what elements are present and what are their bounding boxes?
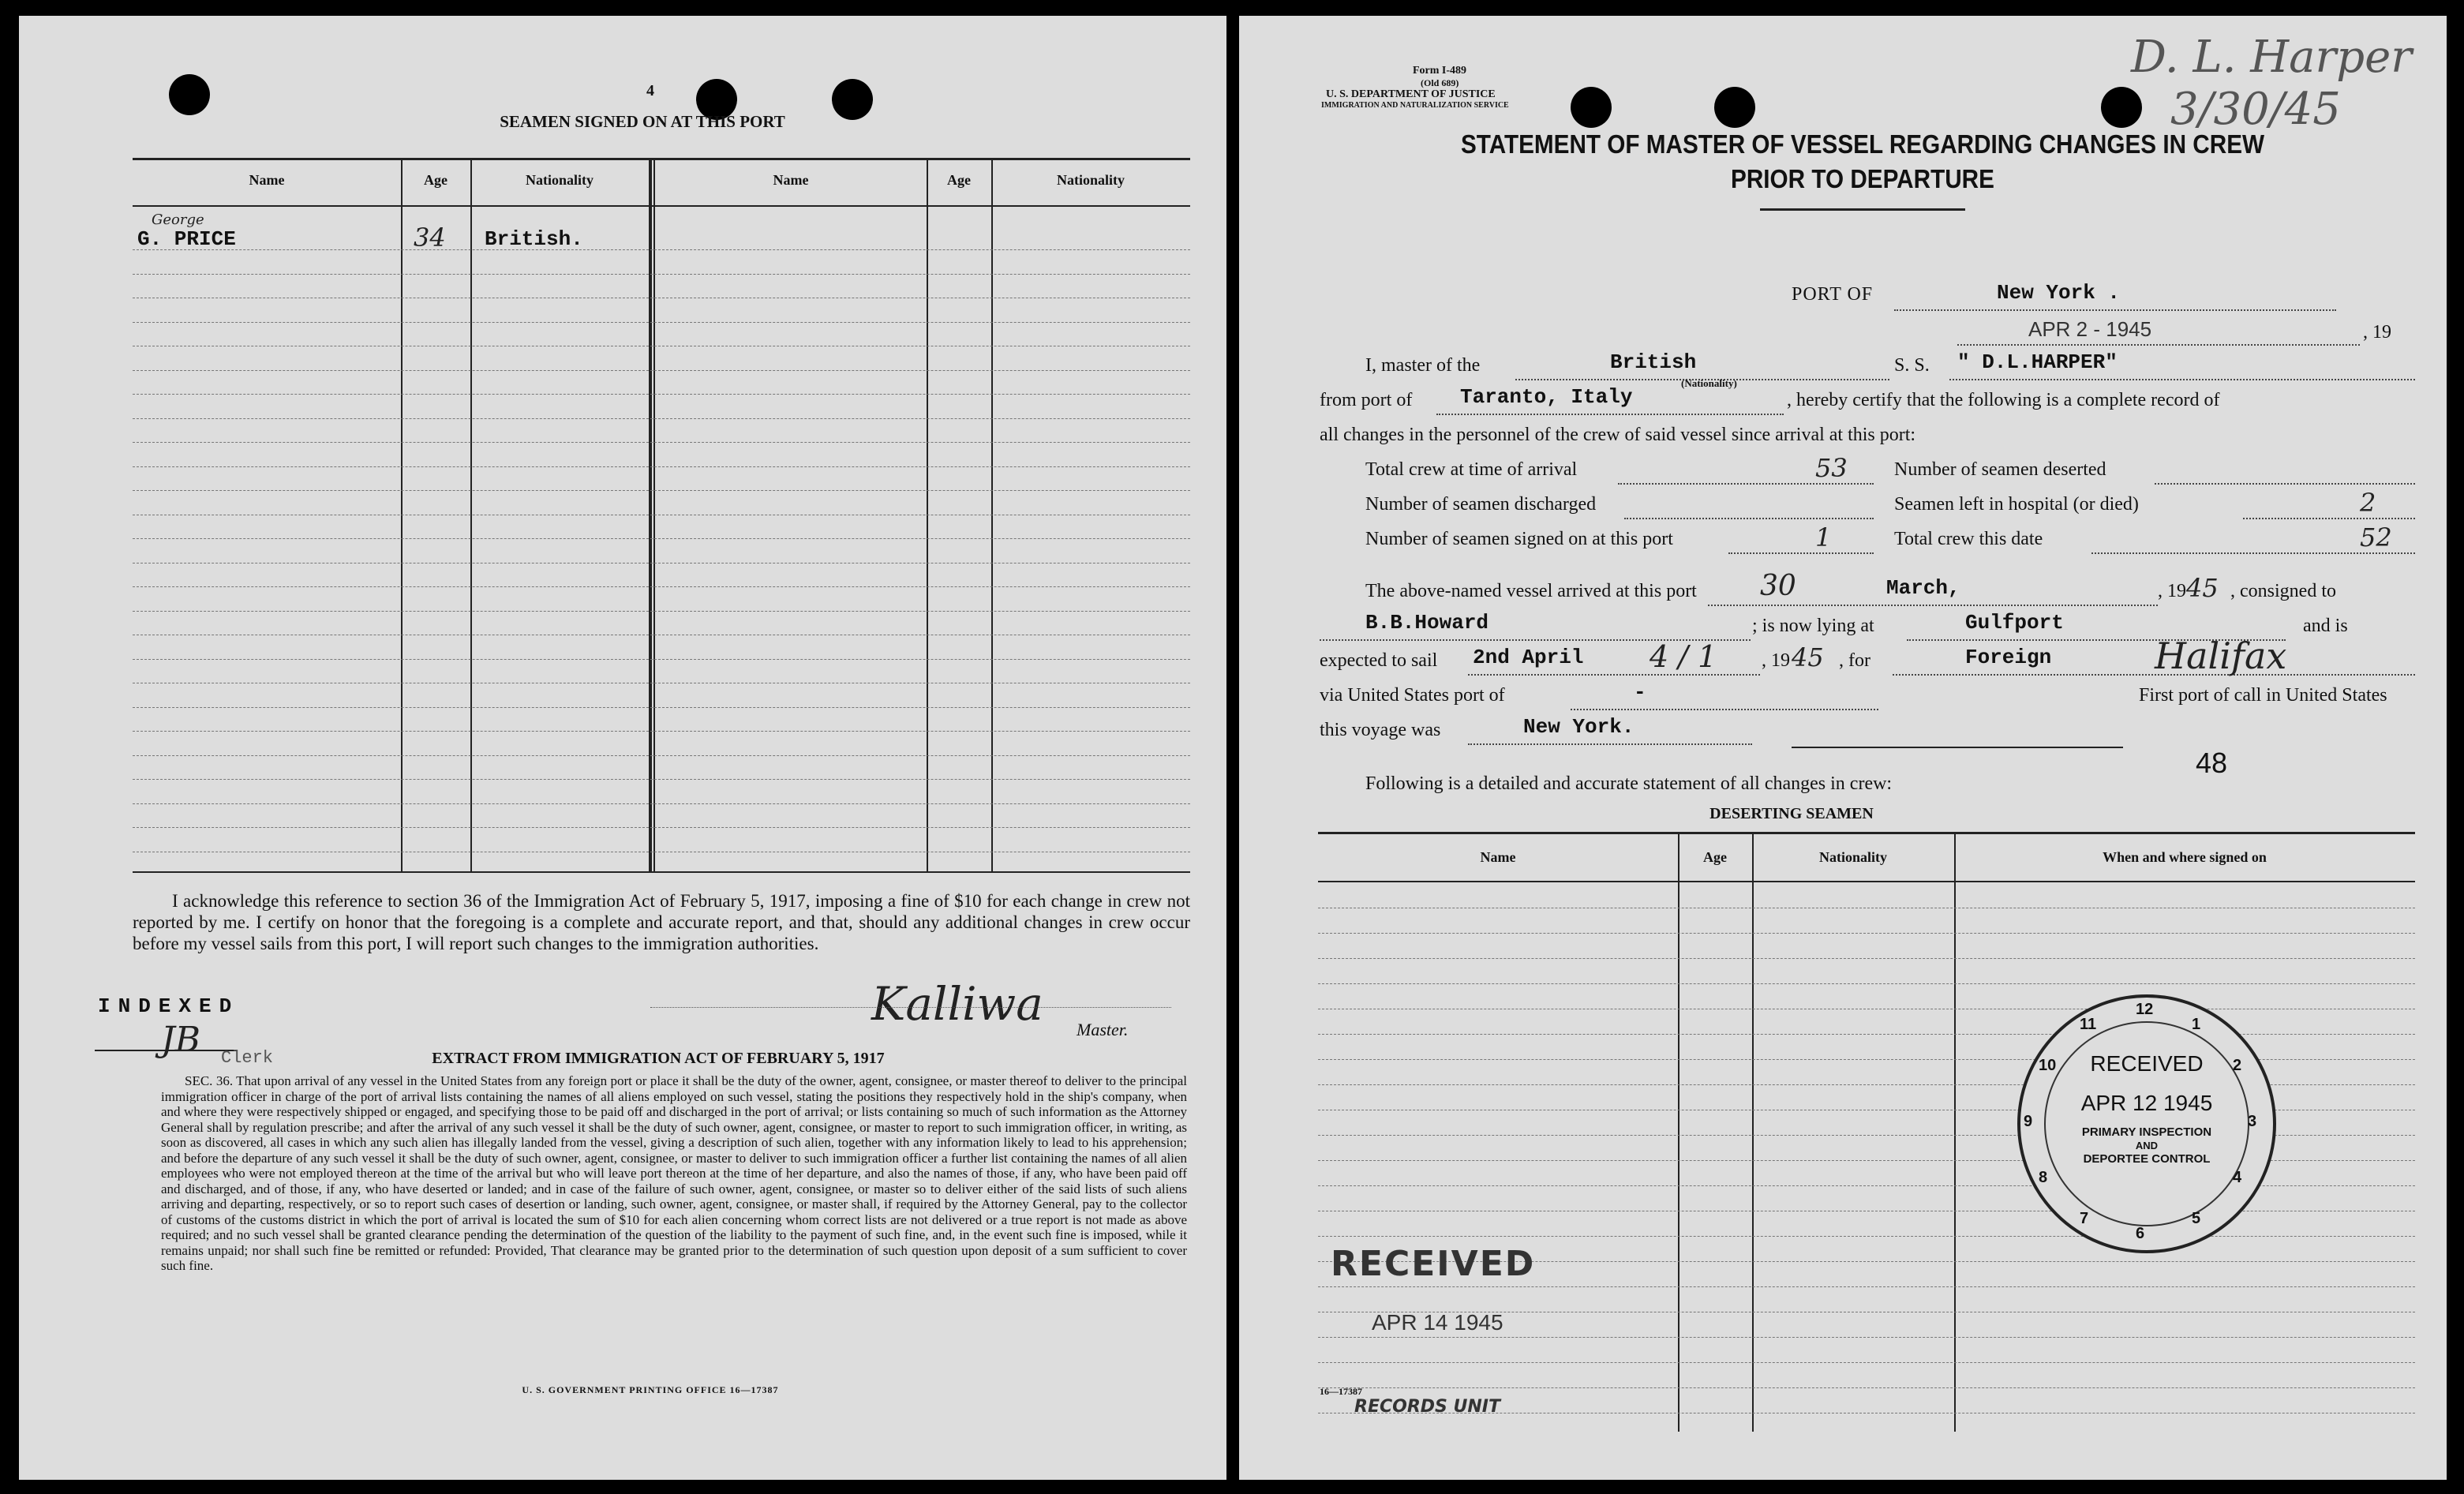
row-line (133, 779, 1190, 780)
row-line (133, 731, 1190, 732)
row-line (133, 418, 1190, 419)
clerk-line (95, 1050, 237, 1051)
following-text: Following is a detailed and accurate statement of all changes in crew: (1365, 773, 1893, 794)
deserting-col-age: Age (1703, 849, 1727, 865)
row-line (1318, 958, 2415, 959)
col-header-name-2: Name (773, 172, 809, 188)
row-line (133, 466, 1190, 467)
row-line (133, 659, 1190, 660)
form-number: Form I-489 (1413, 65, 1467, 77)
for-label: , for (1839, 650, 1870, 671)
vessel-name: " D.L.HARPER" (1957, 350, 2118, 374)
col-header-age: Age (424, 172, 447, 188)
row-line (133, 442, 1190, 443)
voyage-value: New York. (1523, 715, 1635, 739)
first-port-label: First port of call in United States (2139, 685, 2387, 706)
row-line (1318, 1286, 2415, 1287)
row-line (133, 538, 1190, 539)
arrived-month: March, (1886, 576, 1960, 600)
expected-handwritten: 4 / 1 (1650, 639, 1717, 674)
row-line (133, 322, 1190, 323)
deserting-col-divider (1678, 832, 1679, 1432)
expected-label: expected to sail (1320, 650, 1438, 671)
row-line (1318, 1034, 2415, 1035)
received-stamp-large: RECEIVED (1331, 1244, 1536, 1284)
form-title-line1: STATEMENT OF MASTER OF VESSEL REGARDING CHANGES IN CREW (1460, 129, 2265, 159)
table-header-rule (133, 205, 1190, 207)
changes-text: all changes in the personnel of the crew of said vessel since arrival at this port: (1320, 425, 1916, 445)
received-stamp-date: APR 14 1945 (1372, 1310, 1503, 1335)
row-nationality: British. (485, 227, 583, 251)
row-line (1318, 1236, 2415, 1237)
form-old-number: (Old 689) (1421, 77, 1459, 88)
port-value: New York . (1997, 281, 2121, 305)
clock-number: 4 (2232, 1169, 2242, 1186)
service: IMMIGRATION AND NATURALIZATION SERVICE (1321, 101, 1509, 110)
clock-number: 2 (2232, 1057, 2242, 1074)
printing-office-footer: U. S. GOVERNMENT PRINTING OFFICE 16—17387 (522, 1384, 779, 1395)
col-header-name: Name (249, 172, 285, 188)
stamp-date: APR 12 1945 (2080, 1091, 2213, 1115)
stamp-received-label: RECEIVED (2090, 1051, 2204, 1076)
lying-value: Gulfport (1965, 611, 2064, 635)
right-page (1239, 16, 2447, 1480)
clerk-label: Clerk (221, 1048, 274, 1068)
row-line (133, 370, 1190, 371)
hospital-label: Seamen left in hospital (or died) (1894, 494, 2139, 515)
master-line (650, 1007, 1171, 1008)
clock-number: 8 (2039, 1169, 2048, 1186)
date-field (1957, 320, 2360, 346)
deserting-table-header-rule (1318, 881, 2415, 882)
date-stamp: APR 2 - 1945 (2028, 317, 2152, 341)
stamp-line1: PRIMARY INSPECTION (2081, 1125, 2212, 1139)
row-line (1318, 933, 2415, 934)
for-value: Foreign (1965, 646, 2052, 669)
arrived-year-prefix: , 19 (2158, 581, 2186, 601)
ss-label: S. S. (1894, 355, 1930, 376)
row-line (133, 563, 1190, 564)
row-line (133, 394, 1190, 395)
expected-value: 2nd April (1473, 646, 1584, 669)
row-line (1318, 1362, 2415, 1363)
received-clock-stamp (2017, 994, 2276, 1253)
consigned-label: , consigned to (2230, 581, 2336, 601)
col-header-nationality-2: Nationality (1056, 172, 1125, 188)
page-count: 48 (2196, 747, 2228, 779)
arrived-label: The above-named vessel arrived at this port (1365, 581, 1697, 601)
row-age: 34 (414, 223, 446, 253)
row-line (133, 827, 1190, 828)
row-line (133, 586, 1190, 587)
total-arrival-label: Total crew at time of arrival (1365, 459, 1578, 480)
master-signature: Kalliwa (871, 977, 1043, 1031)
from-port-label: from port of (1320, 390, 1413, 410)
table-top-rule (133, 158, 1190, 160)
row-line (1318, 983, 2415, 984)
clock-number: 3 (2248, 1113, 2257, 1130)
left-page (19, 16, 1226, 1480)
for-handwritten: Halifax (2155, 635, 2287, 677)
deserting-col-nationality: Nationality (1818, 849, 1887, 865)
clock-number: 6 (2136, 1225, 2145, 1242)
total-arrival-value: 53 (1815, 453, 1848, 483)
arrived-year: 45 (2186, 573, 2219, 603)
clock-number: 5 (2192, 1209, 2201, 1227)
arrived-day: 30 (1760, 570, 1796, 602)
deserting-col-signed-on: When and where signed on (2103, 849, 2267, 865)
clock-number: 1 (2192, 1016, 2201, 1034)
and-is-text: and is (2303, 616, 2348, 636)
punch-hole (2101, 87, 2142, 128)
expected-year: 45 (1792, 642, 1824, 672)
hospital-field (2243, 496, 2415, 519)
deserted-field (2155, 461, 2415, 485)
deserting-col-divider (1954, 832, 1956, 1432)
total-today-value: 52 (2360, 522, 2392, 552)
signed-on-label: Number of seamen signed on at this port (1365, 529, 1673, 549)
expected-year-prefix: , 19 (1762, 650, 1790, 671)
row-line (133, 490, 1190, 491)
row-line (1318, 1387, 2415, 1388)
col-header-nationality: Nationality (525, 172, 594, 188)
row-line (133, 707, 1190, 708)
row-name: G. PRICE (137, 227, 236, 251)
row-line (133, 249, 1190, 250)
extract-text: SEC. 36. That upon arrival of any vessel in the United States from any foreign port or place it shall be the duty of the owner, agent, consignee, or master thereof to deliver to the principal immigration officer in charge of the port of arrival lists containing the names of all aliens employed on such vessel, stating the positions they respectively hold in the ship's company, when and where they were respectively shipped or engaged, and specifying those to be paid off and discharged in the port of arrival; or lists containing so much of such information as the Attorney General shall by regulation prescribe; and after the arrival of any such vessel it shall be the duty of such owner, agent, consignee, or master to report to such immigration officer, in writing, as soon as discovered, all cases in which any such alien has illegally landed from the vessel, giving a description of such alien, together with any information likely to lead to his apprehension; and before the departure of any such vessel it shall be the duty of such owner, agent, consignee, or master to deliver to such immigration officer a further list containing the names of all alien employees who were not employed thereon at the time of the arrival but who will leave port thereon at the time of her departure, and also the names of those, if any, who have been paid off and discharged, and of those, if any, who have deserted or landed; and in case of the failure of such owner, agent, consignee, or master so to deliver either of the said lists of such aliens arriving and departing, respectively, or so to report such cases of desertion or landing, such owner, agent, consignee, or master shall, if required by the Attorney General, pay to the collector of customs of the customs district in which the port of arrival is located the sum of $10 for each alien concerning whom correct lists are not delivered or a true report is not made as above required; and no such vessel shall be granted clearance pending the determination of the question of the liability to the payment of such fine, and, in the event such fine is imposed, while it remains unpaid; nor shall such fine be remitted or refunded: Provided, That clearance may be granted prior to the determination of such question upon deposit of a sum sufficient to cover such fine. (161, 1073, 1187, 1273)
total-today-label: Total crew this date (1894, 529, 2043, 549)
hospital-value: 2 (2360, 488, 2376, 518)
lying-label: ; is now lying at (1752, 616, 1874, 636)
punch-hole (1571, 87, 1612, 128)
records-unit-stamp: RECORDS UNIT (1354, 1397, 1500, 1417)
department: U. S. DEPARTMENT OF JUSTICE (1326, 88, 1496, 100)
punch-hole (169, 74, 210, 115)
deserted-label: Number of seamen deserted (1894, 459, 2106, 480)
deserting-col-divider (1752, 832, 1754, 1432)
col-header-age-2: Age (947, 172, 971, 188)
row-line (133, 755, 1190, 756)
clock-number: 7 (2080, 1209, 2089, 1227)
master-label: Master. (1077, 1020, 1129, 1039)
nationality-caption: (Nationality) (1681, 377, 1737, 389)
indexed-stamp: INDEXED (98, 994, 240, 1018)
punch-hole (1714, 87, 1755, 128)
via-label: via United States port of (1320, 685, 1505, 706)
table-bottom-rule (133, 871, 1190, 873)
signed-on-value: 1 (1815, 522, 1832, 552)
stamp-line3: DEPORTEE CONTROL (2083, 1152, 2211, 1166)
handwritten-vessel-name: D. L. Harper (2131, 32, 2413, 83)
voyage-label: this voyage was (1320, 720, 1441, 740)
discharged-label: Number of seamen discharged (1365, 494, 1597, 515)
port-label: PORT OF (1792, 284, 1874, 305)
form-footer-code: 16—17387 (1320, 1386, 1362, 1397)
certify-text: , hereby certify that the following is a complete record of (1787, 390, 2220, 410)
via-value: - (1634, 680, 1646, 704)
form-title-line2: PRIOR TO DEPARTURE (1731, 164, 1994, 193)
date-suffix: , 19 (2363, 322, 2391, 343)
nationality-value: British (1610, 350, 1697, 374)
voyage-rule (1792, 747, 2123, 748)
deserting-title: DESERTING SEAMEN (1709, 805, 1874, 822)
discharged-field (1624, 496, 1874, 519)
consignee: B.B.Howard (1365, 611, 1489, 635)
clock-number: 11 (2080, 1016, 2097, 1034)
row-line (1318, 1337, 2415, 1338)
clock-number: 12 (2136, 1001, 2154, 1018)
stamp-line2: AND (2135, 1140, 2159, 1151)
handwritten-date: 3/30/45 (2170, 84, 2341, 135)
title-underline (1760, 208, 1965, 211)
clock-number: 9 (2024, 1113, 2033, 1130)
signed-on-field (1728, 530, 1874, 554)
row-name-note: George (152, 212, 204, 228)
section-title: SEAMEN SIGNED ON AT THIS PORT (500, 112, 785, 131)
via-field (1571, 687, 1878, 710)
clerk-initials: JB (161, 1020, 200, 1060)
deserting-col-name: Name (1480, 849, 1516, 865)
clock-number: 10 (2039, 1057, 2057, 1074)
deserting-table-top (1318, 832, 2415, 834)
acknowledgement-text: I acknowledge this reference to section 36 of the Immigration Act of February 5, 1917, imposing a fine of $10 for each change in crew not reported by me. I certify on honor that the foregoing is a complete and accurate report, and that, should any additional changes in crew occur before my vessel sails from this port, I will report such changes to the immigration authorities. (133, 891, 1190, 953)
page-number: 4 (646, 82, 654, 99)
row-line (133, 274, 1190, 275)
from-port-value: Taranto, Italy (1460, 385, 1633, 409)
master-of-label: I, master of the (1365, 355, 1481, 376)
row-line (133, 611, 1190, 612)
row-line (133, 803, 1190, 804)
extract-title: EXTRACT FROM IMMIGRATION ACT OF FEBRUARY 5, 1917 (432, 1050, 885, 1067)
